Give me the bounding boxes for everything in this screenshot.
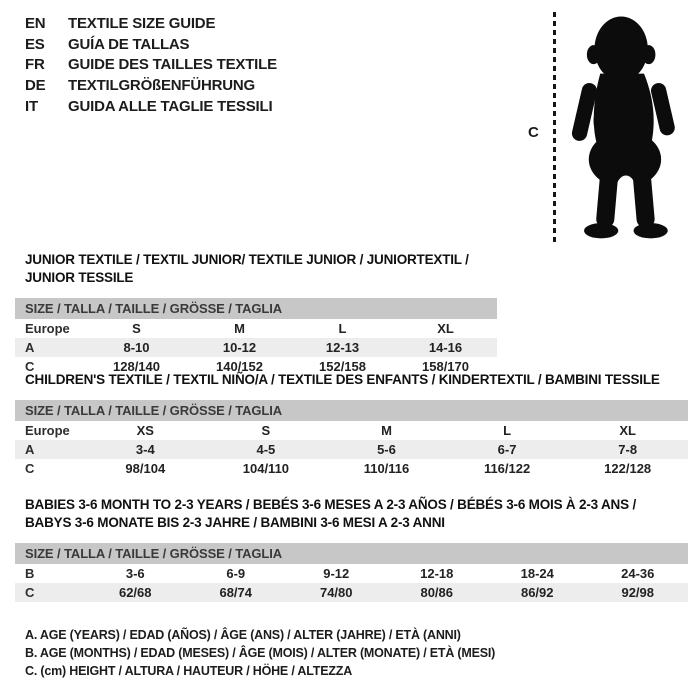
children-section-title: CHILDREN'S TEXTILE / TEXTIL NIÑO/A / TEXTILE DES ENFANTS / KINDERTEXTIL / BAMBINI TESSILE <box>25 372 660 387</box>
lang-row-it <box>25 96 277 117</box>
children-section <box>15 371 688 478</box>
cell: 3-4 <box>135 442 155 457</box>
cell: 3-6 <box>125 566 145 581</box>
lang-code: EN <box>25 14 46 32</box>
height-measure-label: C <box>528 124 539 141</box>
cell: 14-16 <box>428 340 463 355</box>
lang-code: DE <box>25 77 46 95</box>
babies-section <box>15 496 688 602</box>
cell: M <box>381 423 392 438</box>
junior-section <box>15 251 497 376</box>
cell: S <box>261 423 271 438</box>
cell: 8-10 <box>123 340 150 355</box>
legend-line-c: C. (cm) HEIGHT / ALTURA / HAUTEUR / HÖHE / ALTEZZA <box>25 664 353 678</box>
cell: 74/80 <box>319 585 353 600</box>
lang-label: GUIDA ALLE TAGLIE TESSILI <box>68 98 273 116</box>
cell: 92/98 <box>621 585 655 600</box>
lang-label: GUIDE DES TAILLES TEXTILE <box>68 56 277 74</box>
cell: 158/170 <box>422 359 469 374</box>
cell: 10-12 <box>222 340 257 355</box>
cell: L <box>338 321 347 336</box>
lang-label: GUÍA DE TALLAS <box>68 35 190 53</box>
table-row <box>15 319 497 338</box>
lang-code: FR <box>25 56 45 74</box>
cell: 62/68 <box>118 585 152 600</box>
babies-section-title-line1: BABIES 3-6 MONTH TO 2-3 YEARS / BEBÉS 3-6 MESES A 2-3 AÑOS / BÉBÉS 3-6 MOIS À 2-3 ANS / <box>25 497 636 512</box>
cell: 122/128 <box>604 461 652 476</box>
cell: 104/110 <box>242 461 290 476</box>
babies-section-title-line2: BABYS 3-6 MONATE BIS 2-3 JAHRE / BAMBINI 3-6 MESI A 2-3 ANNI <box>25 515 445 530</box>
children-size-header: SIZE / TALLA / TAILLE / GRÖSSE / TAGLIA <box>15 400 688 421</box>
cell: 68/74 <box>219 585 253 600</box>
cell: 18-24 <box>520 566 554 581</box>
cell: M <box>234 321 245 336</box>
table-row <box>15 440 688 459</box>
measure-legend <box>25 626 495 680</box>
lang-row-de <box>25 75 277 96</box>
language-list <box>25 13 277 117</box>
row-label: C <box>25 461 35 476</box>
lang-row-en <box>25 13 277 34</box>
junior-size-header: SIZE / TALLA / TAILLE / GRÖSSE / TAGLIA <box>15 298 497 319</box>
legend-line-b: B. AGE (MONTHS) / EDAD (MESES) / ÂGE (MOIS) / ALTER (MONATE) / ETÀ (MESI) <box>25 646 496 660</box>
cell: XL <box>619 423 636 438</box>
legend-line-a: A. AGE (YEARS) / EDAD (AÑOS) / ÂGE (ANS) / ALTER (JAHRE) / ETÀ (ANNI) <box>25 628 461 642</box>
cell: 5-6 <box>377 442 396 457</box>
cell: 128/140 <box>113 359 160 374</box>
row-label: Europe <box>25 321 70 336</box>
row-label: C <box>25 359 35 374</box>
cell: L <box>503 423 512 438</box>
row-label: C <box>25 585 35 600</box>
lang-row-es <box>25 34 277 55</box>
cell: S <box>132 321 141 336</box>
lang-label: TEXTILE SIZE GUIDE <box>68 14 216 32</box>
table-row <box>15 459 688 478</box>
row-label: Europe <box>25 423 70 438</box>
lang-label: TEXTILGRÖßENFÜHRUNG <box>68 77 256 95</box>
lang-code: IT <box>25 98 38 116</box>
cell: 7-8 <box>618 442 638 457</box>
babies-size-header: SIZE / TALLA / TAILLE / GRÖSSE / TAGLIA <box>15 543 688 564</box>
row-label: A <box>25 340 35 355</box>
row-label: B <box>25 566 35 581</box>
cell: 24-36 <box>621 566 655 581</box>
cell: 80/86 <box>420 585 454 600</box>
baby-silhouette-icon <box>562 7 686 245</box>
cell: 110/116 <box>363 461 410 476</box>
table-row <box>15 421 688 440</box>
table-row <box>15 564 688 583</box>
cell: 6-7 <box>497 442 517 457</box>
cell: 116/122 <box>483 461 531 476</box>
cell: 9-12 <box>323 566 350 581</box>
table-row <box>15 583 688 602</box>
cell: 152/158 <box>319 359 366 374</box>
cell: 6-9 <box>226 566 246 581</box>
lang-code: ES <box>25 35 45 53</box>
cell: XS <box>136 423 154 438</box>
junior-section-title: JUNIOR TEXTILE / TEXTIL JUNIOR/ TEXTILE JUNIOR / JUNIORTEXTIL / JUNIOR TESSILE <box>25 252 469 285</box>
cell: 86/92 <box>520 585 554 600</box>
cell: 98/104 <box>125 461 166 476</box>
cell: 12-18 <box>420 566 454 581</box>
row-label: A <box>25 442 35 457</box>
cell: 140/152 <box>216 359 263 374</box>
height-dotted-line-icon <box>553 12 556 244</box>
cell: 12-13 <box>325 340 360 355</box>
cell: 4-5 <box>256 442 276 457</box>
cell: XL <box>437 321 454 336</box>
table-row <box>15 338 497 357</box>
lang-row-fr <box>25 55 277 76</box>
